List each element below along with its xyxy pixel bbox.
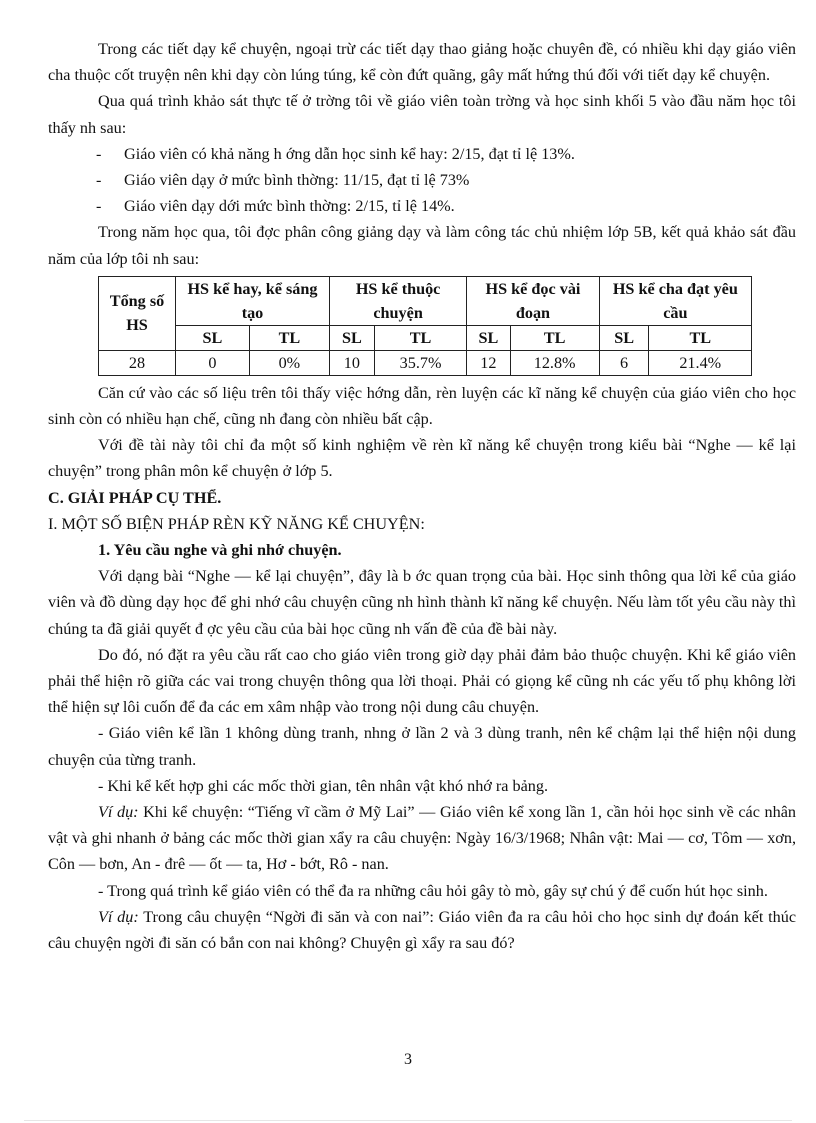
example-label: Ví dụ: bbox=[98, 803, 139, 822]
document-page bbox=[48, 36, 796, 956]
paragraph: Với dạng bài “Nghe — kể lại chuyện”, đây là b ớc quan trọng của bài. Học sinh thông qua lời kể của giáo viên và đồ dùng dạy học để ghi nhớ câu chuyện cũng nh hình thành kĩ năng kể chuyện. Nếu làm tốt yêu cầu này thì chúng ta đã giải quyết đ ợc yêu cầu của bài học cũng nh vấn đề của đề bài này. bbox=[48, 567, 796, 638]
header-sl: SL bbox=[176, 325, 250, 350]
table-cell: 28 bbox=[99, 350, 176, 375]
paragraph: Trong năm học qua, tôi đợc phân công giảng dạy và làm công tác chủ nhiệm lớp 5B, kết quả khảo sát đầu năm của lớp tôi nh sau: bbox=[48, 223, 796, 268]
bullet-text: Giáo viên dạy dới mức bình thờng: 2/15, tỉ lệ 14%. bbox=[124, 197, 455, 216]
header-tl: TL bbox=[249, 325, 329, 350]
paragraph: Trong các tiết dạy kể chuyện, ngoại trừ các tiết dạy thao giảng hoặc chuyên đề, có nhiều khi dạy giáo viên cha thuộc cốt truyện nên khi dạy còn lúng túng, kể còn đứt quãng, gây mất hứng thú đối với tiết dạy kể chuyện. bbox=[48, 40, 796, 85]
table-cell: 21.4% bbox=[649, 350, 752, 375]
example-text: Trong câu chuyện “Ngời đi săn và con nai”: Giáo viên đa ra câu hỏi cho học sinh dự đoán kết thúc câu chuyện ngời đi săn có bắn con nai không? Chuyện gì xẩy ra sau đó? bbox=[48, 907, 796, 953]
header-sl: SL bbox=[467, 325, 510, 350]
header-tl: TL bbox=[374, 325, 466, 350]
example-paragraph bbox=[48, 799, 796, 878]
paragraph: Căn cứ vào các số liệu trên tôi thấy việc hớng dẫn, rèn luyện các kĩ năng kể chuyện của giáo viên cho học sinh còn có nhiều hạn chế, cũng nh đang còn nhiều bất cập. bbox=[48, 383, 796, 429]
table-cell: 10 bbox=[329, 350, 374, 375]
paragraph: - Giáo viên kể lần 1 không dùng tranh, nhng ở lần 2 và 3 dùng tranh, nên kể chậm lại thể hiện nội dung chuyện của từng tranh. bbox=[48, 724, 796, 769]
header-sl: SL bbox=[599, 325, 649, 350]
header-group-4: HS kể cha đạt yêu cầu bbox=[599, 276, 751, 325]
survey-table bbox=[98, 276, 752, 376]
paragraph: Với đề tài này tôi chỉ đa một số kinh nghiệm về rèn kĩ năng kể chuyện trong kiểu bài “Nghe — kể lại chuyện” trong phân môn kể chuyện ở lớp 5. bbox=[48, 436, 796, 481]
header-tl: TL bbox=[510, 325, 599, 350]
header-group-2: HS kể thuộc chuyện bbox=[329, 276, 466, 325]
header-tl: TL bbox=[649, 325, 752, 350]
paragraph: - Khi kể kết hợp ghi các mốc thời gian, tên nhân vật khó nhớ ra bảng. bbox=[98, 776, 549, 795]
bullet-mark: - bbox=[96, 171, 102, 190]
example-text: Khi kể chuyện: “Tiếng vĩ cầm ở Mỹ Lai” — Giáo viên kể xong lần 1, cần hỏi học sinh về các nhân vật và ghi nhanh ở bảng các mốc thời gian xẩy ra câu chuyện: Ngày 16/3/1968; Nhân vật: Mai — cơ, Tôm — xơn, Côn — bơn, An - đrê — ốt — ta, Hơ - bớt, Rô - nan. bbox=[48, 803, 796, 874]
page-number: 3 bbox=[404, 1051, 412, 1068]
bullet-text: Giáo viên có khả năng h ớng dẫn học sinh kể hay: 2/15, đạt tỉ lệ 13%. bbox=[124, 144, 575, 163]
section-heading: C. GIẢI PHÁP CỤ THỂ. bbox=[48, 488, 222, 507]
paragraph: - Trong quá trình kể giáo viên có thể đa ra những câu hỏi gây tò mò, gây sự chú ý để cuốn hút học sinh. bbox=[98, 881, 768, 900]
bullet-text: Giáo viên dạy ở mức bình thờng: 11/15, đạt tỉ lệ 73% bbox=[124, 171, 470, 190]
table-cell: 12 bbox=[467, 350, 510, 375]
example-label: Ví dụ: bbox=[98, 907, 139, 926]
header-sl: SL bbox=[329, 325, 374, 350]
page-bottom-rule bbox=[24, 1120, 792, 1121]
paragraph: Qua quá trình khảo sát thực tế ở trờng tôi về giáo viên toàn trờng và học sinh khối 5 vào đầu năm học tôi thấy nh sau: bbox=[48, 92, 796, 137]
header-group-1: HS kể hay, kể sáng tạo bbox=[176, 276, 330, 325]
paragraph: Do đó, nó đặt ra yêu cầu rất cao cho giáo viên trong giờ dạy phải đảm bảo thuộc chuyện. Khi kể giáo viên phải thể hiện rõ giữa các vai trong chuyện thông qua lời thoại. Phải có giọng kể cũng nh các yếu tố phụ không lời thể hiện sự lôi cuốn để đa các em xâm nhập vào trong nội dung câu chuyện. bbox=[48, 645, 796, 717]
table-cell: 6 bbox=[599, 350, 649, 375]
bullet-mark: - bbox=[96, 197, 102, 216]
table-cell: 12.8% bbox=[510, 350, 599, 375]
table-cell: 0% bbox=[249, 350, 329, 375]
bullet-item bbox=[48, 167, 796, 193]
bullet-mark: - bbox=[96, 144, 102, 163]
header-total: Tổng số HS bbox=[99, 276, 176, 350]
item-heading: 1. Yêu cầu nghe và ghi nhớ chuyện. bbox=[98, 541, 342, 560]
bullet-item bbox=[48, 141, 796, 167]
example-paragraph bbox=[48, 904, 796, 956]
subsection-heading: I. MỘT SỐ BIỆN PHÁP RÈN KỸ NĂNG KỂ CHUYỆN: bbox=[48, 514, 425, 533]
table-cell: 0 bbox=[176, 350, 250, 375]
table-row bbox=[99, 350, 752, 375]
table-cell: 35.7% bbox=[374, 350, 466, 375]
header-group-3: HS kể đọc vài đoạn bbox=[467, 276, 599, 325]
bullet-item bbox=[48, 193, 796, 219]
